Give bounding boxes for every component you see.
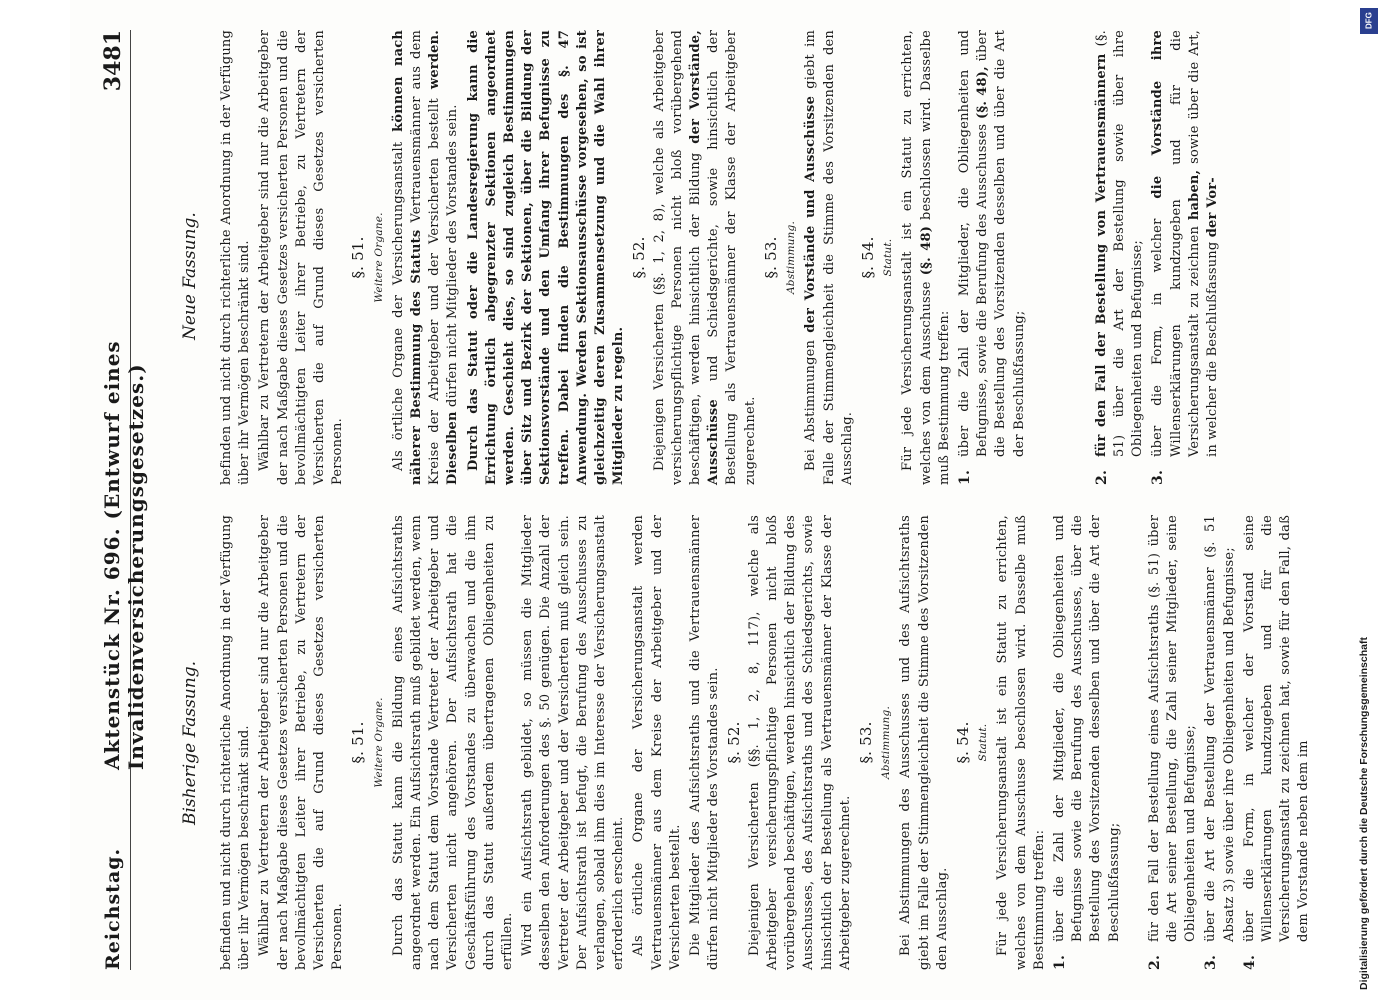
text-run: Diejenigen Versicherten (§§. 1, 2, 8), welche als Arbeitgeber versicherungspflichtige Personen nicht bloß vorübergehend beschäftigen, werden hinsichtlich der Bildung: [651, 30, 704, 485]
text-run: (§. 51) über die Art der Bestellung sowie über ihre Obliegenheiten und Befugnisse;: [1093, 30, 1146, 457]
page-number: 3481: [100, 30, 126, 92]
amended-text: der Vor-: [1204, 177, 1220, 238]
section-heading: §. 54.: [858, 236, 877, 279]
text-run: sowie über die Art, in welcher die Beschlußfassung: [1186, 30, 1220, 457]
paragraph: Durch das Statut kann die Bildung eines Aufsichtsraths angeordnet werden. Ein Aufsichtsrath muß gebildet werden, wenn nach dem Statut dem Vorstande Vertreter der Arbeitgeber und Versicherten nicht angehören. Der Aufsichtsrath hat die Geschäftsführung des Vorstandes zu überwachen und die ihm durch das Statut außerdem übertragenen Obliegenheiten zu erfüllen.: [390, 515, 516, 970]
paragraph: Diejenigen Versicherten (§§. 1, 2, 8, 117), welche als Arbeitgeber versicherungspflichtige Personen nicht bloß vorübergehend beschäftigen, werden hinsichtlich der Bildung des Ausschusses, des Aufsichtsraths und des Schiedsgerichts, sowie hinsichtlich der Bestellung als Vertrauensmänner der Klasse der Arbeitgeber zugerechnet.: [746, 515, 853, 970]
section-subheading: Abstimmung.: [880, 706, 893, 779]
paragraph: [651, 30, 760, 485]
paragraph: Für jede Versicherungsanstalt ist ein Statut zu errichten, welches von dem Ausschusse beschlossen wird. Dasselbe muß Bestimmung treffen:: [995, 515, 1047, 970]
paragraph: Die Mitglieder des Aufsichtsraths und die Vertrauensmänner dürfen nicht Mitglieder des Vorstandes sein.: [688, 515, 722, 970]
list-number: 2.: [1093, 469, 1110, 485]
amended-text: werden. Dieselben: [427, 30, 461, 485]
digitization-notice-text: Digitalisierung gefördert durch die Deutsche Forschungsgemeinschaft: [1358, 637, 1370, 990]
list-text: über die Zahl der Mitglieder, die Obliegenheiten und Befugnisse sowie die Berufung des Ausschusses, über die Bestellung des Vorsitzenden desselben und über die Art der Beschlußfassung;: [1051, 515, 1122, 942]
paragraph: befinden und nicht durch richterliche Anordnung in der Verfügung über ihr Vermögen beschränkt sind.: [219, 515, 253, 970]
amended-text: der Vorstände, Ausschüsse: [688, 30, 722, 485]
list-item: [956, 30, 1029, 485]
text-run: dürfen nicht Mitglieder des Vorstandes sein.: [445, 104, 461, 408]
column-divider: [165, 504, 1245, 505]
text-run: giebt im Falle der Stimmengleichheit die Stimme des Vorsitzenden den Ausschlag.: [803, 30, 855, 485]
list-text: über die Art der Bestellung der Vertrauensmänner (§. 51 Absatz 3) sowie über ihre Obliegenheiten und Befugnisse;: [1203, 515, 1237, 942]
left-column-title: Bisherige Fassung.: [180, 661, 200, 825]
text-run: Bei Abstimmungen: [803, 339, 819, 471]
section-heading: §. 53.: [856, 721, 875, 764]
section-subheading: Abstimmung.: [785, 221, 798, 294]
list-number: 4.: [1241, 954, 1258, 970]
list-item: [1202, 515, 1238, 970]
paragraph: Wählbar zu Vertretern der Arbeitgeber sind nur die Arbeitgeber der nach Maßgabe dieses Gesetzes versicherten Personen und die bevollmächtigten Leiter ihrer Betriebe, zu Vertretern der Versicherten die auf Grund dieses Gesetzes versicherten Personen.: [257, 30, 346, 485]
list-number: 1.: [956, 469, 973, 485]
text-run: Als örtliche Organe der Versicherungsanstalt: [390, 141, 406, 471]
list-item: [1149, 30, 1222, 485]
section-subheading: Statut.: [882, 238, 895, 277]
paragraph: befinden und nicht durch richterliche Anordnung in der Verfügung über ihr Vermögen beschränkt sind.: [219, 30, 253, 485]
list-number: 1.: [1051, 954, 1068, 970]
section-subheading: Weitere Organe.: [372, 212, 385, 303]
list-number: 3.: [1203, 954, 1220, 970]
paragraph: Wird ein Aufsichtsrath gebildet, so müssen die Mitglieder desselben den Anforderungen des §. 50 genügen. Die Anzahl der Vertreter der Arbeitgeber und der Versicherten muß gleich sein. Der Aufsichtsrath ist befugt, die Berufung des Ausschusses zu verlangen, sobald ihm dies im Interesse der Versicherungsanstalt erforderlich erscheint.: [520, 515, 627, 970]
text-run: über die Zahl der Mitglieder, die Obliegenheiten und Befugnisse, sowie die Berufung des Ausschusses: [956, 30, 991, 457]
amended-text: haben,: [1186, 169, 1202, 221]
amended-text: können nach näherer Bestimmung des Statuts: [390, 30, 425, 485]
page-header: [98, 30, 148, 970]
document-page: [70, 0, 1312, 1000]
text-run: Für jede Versicherungsanstalt ist ein Statut zu errichten, welches von dem Ausschusse: [900, 30, 934, 485]
list-number: 2.: [1146, 954, 1163, 970]
right-column: [218, 30, 1224, 485]
list-item: [1241, 515, 1314, 970]
section-heading: §. 52.: [630, 236, 649, 279]
header-title: Aktenstück Nr. 696. (Entwurf eines Invalidenversicherungsgesetzes.): [100, 340, 148, 770]
amended-text: für den Fall der Bestellung von Vertrauensmännern: [1093, 53, 1109, 457]
digitization-notice: [1355, 10, 1381, 990]
section-heading: §. 54.: [953, 721, 972, 764]
list-text: [1149, 30, 1222, 457]
paragraph: [899, 30, 954, 485]
list-text: [956, 30, 1029, 457]
text-run: über die Bestellung des Vorsitzenden desselben und über die Art der Beschlußfassung;: [975, 30, 1027, 457]
amended-paragraph: Durch das Statut oder die Landesregierung kann die Errichtung örtlich abgegrenzter Sektionen angeordnet werden. Geschieht dies, so sind zugleich Bestimmungen über Sitz und Bezirk der Sektionen, über die Bildung der Sektionsvorstände und den Umfang ihrer Befugnisse zu treffen. Dabei finden die Bestimmungen des §. 47 Anwendung. Werden Sektionsausschüsse vorgesehen, so ist gleichzeitig deren Zusammensetzung und die Wahl ihrer Mitglieder zu regeln.: [465, 30, 627, 485]
right-column-title: Neue Fassung.: [180, 212, 200, 340]
text-run: beschlossen wird. Dasselbe muß Bestimmung treffen:: [918, 30, 952, 485]
paragraph: Wählbar zu Vertretern der Arbeitgeber sind nur die Arbeitgeber der nach Maßgabe dieses Gesetzes versicherten Personen und die bevollmächtigten Leiter ihrer Betriebe, zu Vertretern der Versicherten die auf Grund dieses Gesetzes versicherten Personen.: [257, 515, 346, 970]
section-subheading: Weitere Organe.: [372, 697, 385, 788]
list-item: [1093, 30, 1148, 485]
text-run: Vertrauensmänner aus dem Kreise der Arbeitgeber und der Versicherten bestellt: [409, 30, 443, 485]
paragraph: [802, 30, 857, 485]
list-item: [1146, 515, 1201, 970]
paragraph: Als örtliche Organe der Versicherungsanstalt werden Vertrauensmänner aus dem Kreise der Arbeitgeber und der Versicherten bestellt.: [631, 515, 683, 970]
amended-text: der Vorstände und Ausschüsse: [803, 95, 819, 333]
header-left: Reichstag.: [102, 847, 124, 970]
list-text: für den Fall der Bestellung eines Aufsichtsraths (§. 51) über die Art seiner Bestellung, die Zahl seiner Mitglieder, seine Obliegenheiten und Befugnisse;: [1146, 515, 1199, 942]
list-text: [1093, 30, 1148, 457]
section-heading: §. 52.: [725, 721, 744, 764]
section-heading: §. 53.: [761, 236, 780, 279]
amended-text: die Vorstände ihre: [1150, 29, 1166, 199]
paragraph: [390, 30, 463, 485]
text-run: und Schiedsgerichte, sowie hinsichtlich der Bestellung als Vertrauensmänner der Klasse der Arbeitgeber zugerechnet.: [706, 30, 758, 485]
left-column: [218, 515, 1316, 970]
section-heading: §. 51.: [349, 721, 368, 764]
text-run: Willenserklärungen kundzugeben und für die Versicherungsanstalt zu zeichnen: [1168, 30, 1202, 457]
text-run: über die Form, in welcher: [1150, 218, 1166, 457]
list-text: über die Form, in welcher der Vorstand seine Willenserklärungen kundzugeben und für die Versicherungsanstalt zu zeichnen hat, sowie für den Fall, daß dem Vorstande neben dem im: [1241, 515, 1312, 942]
paragraph: Bei Abstimmungen des Ausschusses und des Aufsichtsraths giebt im Falle der Stimmengleichheit die Stimme des Vorsitzenden den Ausschlag.: [898, 515, 950, 970]
list-number: 3.: [1150, 469, 1167, 485]
list-item: [1051, 515, 1124, 970]
amended-text: (§. 48): [918, 225, 934, 276]
section-subheading: Statut.: [977, 723, 990, 762]
section-heading: §. 51.: [349, 236, 368, 279]
amended-text: (§. 48),: [975, 66, 991, 119]
dfg-logo: DFG: [1360, 8, 1378, 34]
